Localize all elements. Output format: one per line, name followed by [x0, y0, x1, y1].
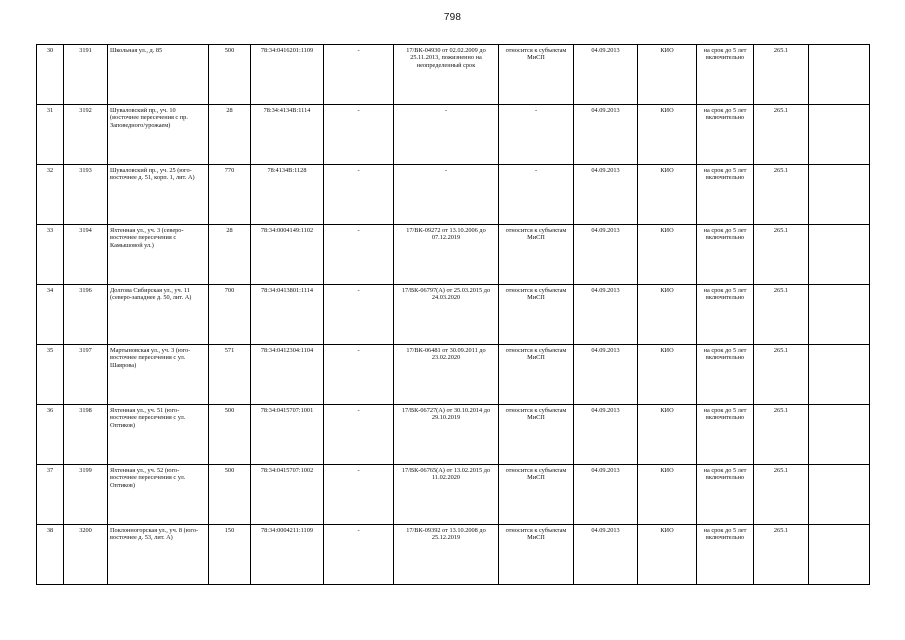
cadastral-number-cell: 78:34:0004211:1109	[251, 525, 324, 585]
address-cell: Шуваловский пр., уч. 10 (восточнее пересечения с пр. Заповедного/урожаем)	[108, 105, 209, 165]
placeholder-cell: -	[324, 405, 394, 465]
permit-cell: 17/ВК-09392 от 13.10.2008 до 25.12.2019	[394, 525, 499, 585]
authority-cell: КИО	[638, 345, 697, 405]
permit-cell: -	[394, 165, 499, 225]
table-row	[37, 285, 870, 345]
entity-category-cell: относится к субъектам МиСП	[499, 405, 574, 465]
cadastral-number-cell: 78:4134В:1128	[251, 165, 324, 225]
term-cell: на срок до 5 лет включительно	[697, 525, 754, 585]
row-number-cell: 35	[37, 345, 64, 405]
authority-cell: КИО	[638, 405, 697, 465]
cadastral-number-cell: 78:34:0416201:1109	[251, 45, 324, 105]
area-cell: 571	[209, 345, 251, 405]
term-cell: на срок до 5 лет включительно	[697, 105, 754, 165]
order-number-cell: 265.1	[754, 285, 809, 345]
registry-code-cell: 3199	[64, 465, 108, 525]
authority-cell: КИО	[638, 285, 697, 345]
placeholder-cell: -	[324, 525, 394, 585]
term-cell: на срок до 5 лет включительно	[697, 165, 754, 225]
cadastral-number-cell: 78:34:0004149:1102	[251, 225, 324, 285]
authority-cell: КИО	[638, 225, 697, 285]
cadastral-number-cell: 78:34:0415707:1002	[251, 465, 324, 525]
registry-code-cell: 3200	[64, 525, 108, 585]
row-number-cell: 32	[37, 165, 64, 225]
permit-cell: 17/ВК-06797(А) от 25.03.2015 до 24.03.2020	[394, 285, 499, 345]
registry-code-cell: 3198	[64, 405, 108, 465]
area-cell: 500	[209, 405, 251, 465]
date-cell: 04.09.2013	[574, 225, 638, 285]
placeholder-cell: -	[324, 45, 394, 105]
term-cell: на срок до 5 лет включительно	[697, 465, 754, 525]
registry-code-cell: 3196	[64, 285, 108, 345]
order-number-cell: 265.1	[754, 165, 809, 225]
area-cell: 28	[209, 105, 251, 165]
placeholder-cell: -	[324, 165, 394, 225]
order-number-cell: 265.1	[754, 465, 809, 525]
extra-cell	[809, 285, 870, 345]
table-row	[37, 405, 870, 465]
order-number-cell: 265.1	[754, 105, 809, 165]
registry-code-cell: 3193	[64, 165, 108, 225]
date-cell: 04.09.2013	[574, 465, 638, 525]
row-number-cell: 33	[37, 225, 64, 285]
term-cell: на срок до 5 лет включительно	[697, 45, 754, 105]
table-body	[37, 45, 870, 585]
registry-code-cell: 3191	[64, 45, 108, 105]
address-cell: Яхтенная ул., уч. 52 (юго-восточнее пересечения с ул. Оптиков)	[108, 465, 209, 525]
permit-cell: 17/ВК-04930 от 02.02.2009 до 25.11.2013, пожизненно на неопределенный срок	[394, 45, 499, 105]
extra-cell	[809, 45, 870, 105]
authority-cell: КИО	[638, 465, 697, 525]
table-row	[37, 105, 870, 165]
row-number-cell: 30	[37, 45, 64, 105]
term-cell: на срок до 5 лет включительно	[697, 345, 754, 405]
table-row	[37, 465, 870, 525]
area-cell: 500	[209, 45, 251, 105]
permit-cell: 17/ВК-09272 от 13.10.2006 до 07.12.2019	[394, 225, 499, 285]
order-number-cell: 265.1	[754, 525, 809, 585]
extra-cell	[809, 345, 870, 405]
area-cell: 700	[209, 285, 251, 345]
register-table	[36, 44, 870, 585]
registry-code-cell: 3194	[64, 225, 108, 285]
extra-cell	[809, 225, 870, 285]
row-number-cell: 31	[37, 105, 64, 165]
table-row	[37, 525, 870, 585]
placeholder-cell: -	[324, 345, 394, 405]
page-number: 798	[443, 12, 462, 23]
cadastral-number-cell: 78:34:4134В:1114	[251, 105, 324, 165]
table-row	[37, 45, 870, 105]
placeholder-cell: -	[324, 285, 394, 345]
date-cell: 04.09.2013	[574, 345, 638, 405]
row-number-cell: 34	[37, 285, 64, 345]
area-cell: 150	[209, 525, 251, 585]
permit-cell: 17/ВК-06481 от 30.09.2011 до 23.02.2020	[394, 345, 499, 405]
entity-category-cell: -	[499, 165, 574, 225]
placeholder-cell: -	[324, 225, 394, 285]
authority-cell: КИО	[638, 45, 697, 105]
area-cell: 500	[209, 465, 251, 525]
area-cell: 28	[209, 225, 251, 285]
permit-cell: 17/ВК-06727(А) от 30.10.2014 до 29.10.2019	[394, 405, 499, 465]
row-number-cell: 36	[37, 405, 64, 465]
address-cell: Яхтенная ул., уч. 3 (северо-восточнее пересечения с Камышовой ул.)	[108, 225, 209, 285]
table-row	[37, 225, 870, 285]
extra-cell	[809, 465, 870, 525]
authority-cell: КИО	[638, 105, 697, 165]
area-cell: 770	[209, 165, 251, 225]
order-number-cell: 265.1	[754, 345, 809, 405]
extra-cell	[809, 405, 870, 465]
entity-category-cell: относится к субъектам МиСП	[499, 225, 574, 285]
row-number-cell: 37	[37, 465, 64, 525]
table-row	[37, 165, 870, 225]
entity-category-cell: относится к субъектам МиСП	[499, 285, 574, 345]
placeholder-cell: -	[324, 465, 394, 525]
address-cell: Поклонногорская ул., уч. 8 (юго-восточнее д. 53, лит. А)	[108, 525, 209, 585]
cadastral-number-cell: 78:34:0413801:1114	[251, 285, 324, 345]
entity-category-cell: относится к субъектам МиСП	[499, 525, 574, 585]
registry-code-cell: 3192	[64, 105, 108, 165]
table-row	[37, 345, 870, 405]
cadastral-number-cell: 78:34:0415707:1001	[251, 405, 324, 465]
authority-cell: КИО	[638, 525, 697, 585]
date-cell: 04.09.2013	[574, 105, 638, 165]
entity-category-cell: относится к субъектам МиСП	[499, 45, 574, 105]
date-cell: 04.09.2013	[574, 45, 638, 105]
address-cell: Мартыновская ул., уч. 3 (юго-восточнее пересечения с ул. Шаврова)	[108, 345, 209, 405]
extra-cell	[809, 165, 870, 225]
date-cell: 04.09.2013	[574, 285, 638, 345]
entity-category-cell: -	[499, 105, 574, 165]
term-cell: на срок до 5 лет включительно	[697, 285, 754, 345]
registry-code-cell: 3197	[64, 345, 108, 405]
order-number-cell: 265.1	[754, 45, 809, 105]
address-cell: Яхтенная ул., уч. 51 (юго-восточнее пересечения с ул. Оптиков)	[108, 405, 209, 465]
row-number-cell: 38	[37, 525, 64, 585]
entity-category-cell: относится к субъектам МиСП	[499, 345, 574, 405]
permit-cell: -	[394, 105, 499, 165]
order-number-cell: 265.1	[754, 225, 809, 285]
address-cell: Шуваловский пр., уч. 25 (юго-восточнее д. 51, корп. 1, лит. А)	[108, 165, 209, 225]
term-cell: на срок до 5 лет включительно	[697, 225, 754, 285]
cadastral-number-cell: 78:34:0412304:1104	[251, 345, 324, 405]
date-cell: 04.09.2013	[574, 525, 638, 585]
entity-category-cell: относится к субъектам МиСП	[499, 465, 574, 525]
date-cell: 04.09.2013	[574, 165, 638, 225]
address-cell: Школьная ул., д. 85	[108, 45, 209, 105]
extra-cell	[809, 525, 870, 585]
date-cell: 04.09.2013	[574, 405, 638, 465]
order-number-cell: 265.1	[754, 405, 809, 465]
extra-cell	[809, 105, 870, 165]
authority-cell: КИО	[638, 165, 697, 225]
address-cell: Долгова Сибирская ул., уч. 11 (северо-западнее д. 50, лит. А)	[108, 285, 209, 345]
term-cell: на срок до 5 лет включительно	[697, 405, 754, 465]
permit-cell: 17/ВК-06765(А) от 13.02.2015 до 11.02.2020	[394, 465, 499, 525]
placeholder-cell: -	[324, 105, 394, 165]
